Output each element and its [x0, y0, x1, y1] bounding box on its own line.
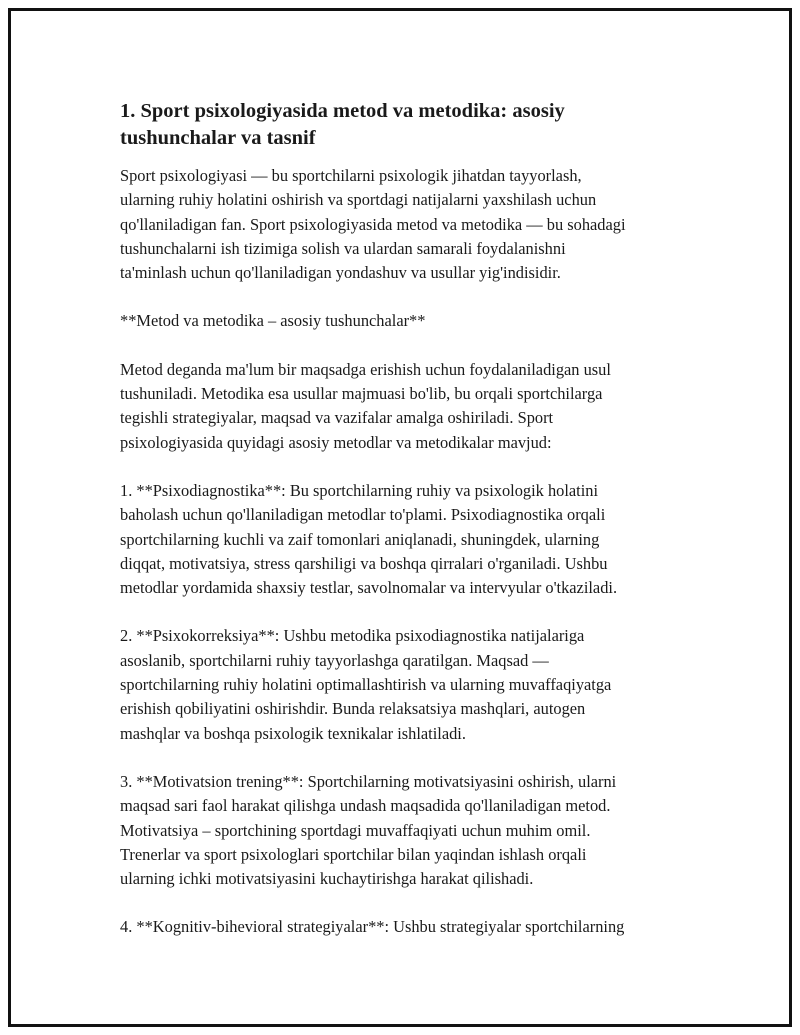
text-line: diqqat, motivatsiya, stress qarshiligi va boshqa qirralari o'rganiladi. Ushbu [120, 553, 608, 573]
text-line: maqsad sari faol harakat qilishga undash maqsadida qo'llaniladigan metod. [120, 796, 611, 816]
text-line: sportchilarning kuchli va zaif tomonlari aniqlanadi, shuningdek, ularning [120, 529, 600, 549]
text-line: mashqlar va boshqa psixologik texnikalar ishlatiladi. [120, 723, 466, 743]
section-title [120, 98, 710, 152]
text-line: tegishli strategiyalar, maqsad va vazifalar amalga oshiriladi. Sport [120, 408, 554, 428]
definition-paragraph [120, 358, 710, 455]
text-line: asoslanib, sportchilarni ruhiy tayyorlashga qaratilgan. Maqsad — [120, 650, 549, 670]
subheading-paragraph [120, 309, 710, 333]
text-line: ularning ichki motivatsiyasini kuchaytirishga harakat qilishadi. [120, 869, 534, 889]
list-item-paragraph [120, 915, 710, 939]
text-line: 4. **Kognitiv-bihevioral strategiyalar**: Ushbu strategiyalar sportchilarning [120, 917, 625, 937]
text-line: tushuniladi. Metodika esa usullar majmuasi bo'lib, bu orqali sportchilarga [120, 384, 603, 404]
text-line: Sport psixologiyasi — bu sportchilarni psixologik jihatdan tayyorlash, [120, 166, 582, 185]
text-line: erishish qobiliyatini oshirishdir. Bunda relaksatsiya mashqlari, autogen [120, 699, 586, 719]
title-line: 1. Sport psixologiyasida metod va metodika: asosiy [120, 100, 565, 122]
title-line: tushunchalar va tasnif [120, 127, 316, 149]
text-line: tushunchalarni ish tizimiga solish va ulardan samarali foydalanishni [120, 238, 566, 258]
text-line: Metod deganda ma'lum bir maqsadga erishish uchun foydalaniladigan usul [120, 359, 611, 379]
text-line: **Metod va metodika – asosiy tushunchalar** [120, 311, 426, 331]
list-item-paragraph [120, 770, 710, 891]
text-line: psixologiyasida quyidagi asosiy metodlar va metodikalar mavjud: [120, 432, 552, 452]
text-line: sportchilarning ruhiy holatini optimallashtirish va ularning muvaffaqiyatga [120, 675, 612, 695]
text-line: ularning ruhiy holatini oshirish va sportdagi natijalarni yaxshilash uchun [120, 190, 597, 210]
list-item-paragraph [120, 479, 710, 600]
text-line: ta'minlash uchun qo'llaniladigan yondashuv va usullar yig'indisidir. [120, 263, 561, 283]
text-line: baholash uchun qo'llaniladigan metodlar to'plami. Psixodiagnostika orqali [120, 505, 606, 525]
document-body [120, 98, 710, 964]
text-line: qo'llaniladigan fan. Sport psixologiyasida metod va metodika — bu sohadagi [120, 214, 626, 234]
text-line: 2. **Psixokorreksiya**: Ushbu metodika psixodiagnostika natijalariga [120, 626, 585, 646]
text-line: 3. **Motivatsion trening**: Sportchilarning motivatsiyasini oshirish, ularni [120, 771, 617, 791]
intro-paragraph [120, 164, 710, 285]
text-line: Motivatsiya – sportchining sportdagi muvaffaqiyati uchun muhim omil. [120, 820, 591, 840]
text-line: Trenerlar va sport psixologlari sportchilar bilan yaqindan ishlash orqali [120, 844, 587, 864]
text-line: 1. **Psixodiagnostika**: Bu sportchilarning ruhiy va psixologik holatini [120, 480, 599, 500]
list-item-paragraph [120, 624, 710, 745]
text-line: metodlar yordamida shaxsiy testlar, savolnomalar va intervyular o'tkaziladi. [120, 578, 618, 598]
document-page [8, 8, 792, 1027]
